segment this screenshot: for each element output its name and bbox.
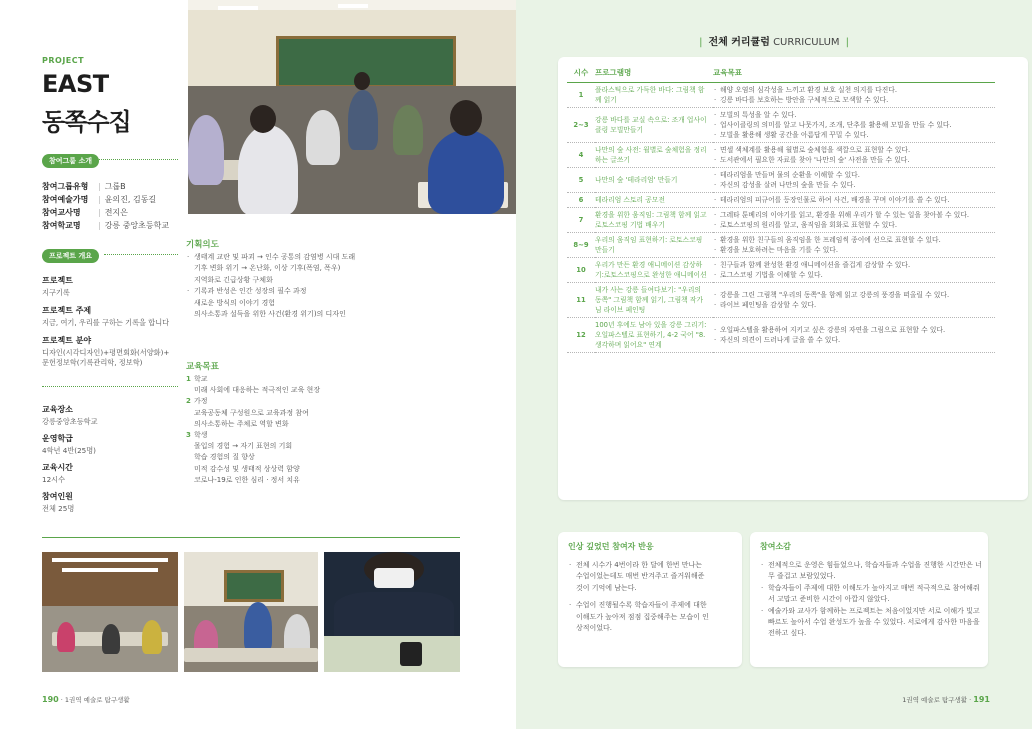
goal-item: · 테라리엄의 피규어를 등장인물로 하여 사건, 배경을 꾸며 이야기를 쓸 수 있다. bbox=[713, 195, 995, 205]
classroom-photo-3 bbox=[324, 552, 460, 672]
group-type-key: 참여그룹유형 bbox=[42, 182, 89, 191]
project-title-ko: 동쪽수집 bbox=[42, 108, 131, 136]
curriculum-row bbox=[567, 167, 995, 192]
group-type-value: 그룹B bbox=[104, 182, 126, 191]
goals-heading: 교육목표 bbox=[186, 362, 219, 372]
text-line: · 전체적으로 운영은 힘들었으나, 학습자들과 수업을 진행한 시간만은 너 bbox=[760, 560, 982, 571]
footer-left: 190 · 1권역 예술로 탐구생활 bbox=[42, 695, 130, 704]
goal-line: 교육공동체 구성원으로 교육과정 참여 bbox=[194, 408, 309, 417]
session-number: 2~3 bbox=[567, 107, 595, 142]
text-line: 것이 기억에 남는다. bbox=[576, 583, 637, 592]
curriculum-table bbox=[567, 64, 995, 353]
goal-list bbox=[713, 167, 995, 192]
planning-line: · 기록과 반성은 인간 성장의 필수 과정 bbox=[186, 286, 386, 297]
divider bbox=[42, 537, 460, 538]
text-line: 서 고맙고 준비한 시간이 아깝지 않았다. bbox=[768, 595, 890, 604]
goal-title: 학생 bbox=[194, 431, 208, 440]
goal-item: · 로토스코핑의 원리를 알고, 움직임을 회화로 표현할 수 있다. bbox=[713, 220, 995, 230]
grade-key: 운영학급 bbox=[42, 434, 73, 443]
program-name: 환경을 위한 움직임: 그림책 함께 읽고 로토스코핑 기법 배우기 bbox=[595, 207, 713, 232]
goal-item: · 해양 오염의 심각성을 느끼고 환경 보호 실천 의지를 다진다. bbox=[713, 85, 995, 95]
theme-key: 프로젝트 주제 bbox=[42, 306, 92, 315]
goal-line: 미적 감수성 및 생태적 상상력 함양 bbox=[194, 464, 300, 473]
goal-item: · 깅릉 바다를 보호하는 방안을 구체적으로 모색할 수 있다. bbox=[713, 95, 995, 105]
goal-list bbox=[713, 107, 995, 142]
right-page bbox=[516, 0, 1032, 729]
curriculum-row bbox=[567, 82, 995, 107]
program-name: 테라리엄 스토리 공모전 bbox=[595, 192, 713, 207]
review-title: 참여소감 bbox=[760, 542, 791, 551]
goal-list bbox=[713, 282, 995, 317]
footer-right: 1권역 예술로 탐구생활 · 191 bbox=[902, 695, 990, 704]
planning-line: 지역화로 긴급상황 구체화 bbox=[194, 275, 273, 284]
goal-list bbox=[713, 192, 995, 207]
header-session: 시수 bbox=[567, 64, 595, 82]
goal-number: 2 bbox=[186, 397, 191, 406]
people-field bbox=[42, 492, 178, 514]
program-name: 우리의 움직임 표현하기: 로토스코핑 만들기 bbox=[595, 232, 713, 257]
curriculum-row bbox=[567, 192, 995, 207]
program-name: 나만의 숲 '테라리엄' 만들기 bbox=[595, 167, 713, 192]
planning-line: 새로운 방식의 이야기 경험 bbox=[194, 298, 276, 307]
curriculum-title: | 전체 커리큘럼 CURRICULUM | bbox=[699, 37, 849, 48]
session-number: 1 bbox=[567, 82, 595, 107]
review-box bbox=[750, 532, 988, 667]
grade-value: 4학년 4반(25명) bbox=[42, 445, 96, 455]
people-value: 전체 25명 bbox=[42, 503, 75, 513]
hours-field bbox=[42, 463, 178, 485]
goal-line: 학습 경험의 질 향상 bbox=[194, 453, 255, 462]
impressive-title: 인상 깊었던 참여자 반응 bbox=[568, 542, 654, 551]
goal-item: · 친구들과 함께 완성한 환경 애니메이션을 즐겁게 감상할 수 있다. bbox=[713, 260, 995, 270]
place-field bbox=[42, 405, 178, 427]
footer-text: 1권역 예술로 탐구생활 bbox=[902, 696, 968, 704]
footer-text: 1권역 예술로 탐구생활 bbox=[64, 696, 130, 704]
goal-item: · 테라리엄을 만들며 물의 순환을 이해할 수 있다. bbox=[713, 170, 995, 180]
program-name: 내가 사는 강릉 들여다보기: "우리의 동쪽" 그림책 함께 읽기, 그림책 작가님 라이브 페인팅 bbox=[595, 282, 713, 317]
teacher-key: 참여교사명 bbox=[42, 208, 81, 217]
program-name: 강릉 바다를 교실 속으로: 조개 업사이클링 모빌만들기 bbox=[595, 107, 713, 142]
school-value: 강릉 중앙초등학교 bbox=[104, 221, 170, 230]
project-field bbox=[42, 276, 178, 298]
goal-item: · 로그스코핑 기법을 이해할 수 있다. bbox=[713, 270, 995, 280]
text-line: · 전체 시수가 4번이라 한 달에 한번 만나는 bbox=[568, 560, 736, 571]
program-name: 나만의 숲 사전: 월별로 숲체험을 정리하는 글쓰기 bbox=[595, 142, 713, 167]
session-number: 10 bbox=[567, 257, 595, 282]
curriculum-card bbox=[558, 57, 1028, 500]
goal-list bbox=[713, 82, 995, 107]
goal-title: 학교 bbox=[194, 375, 208, 383]
goal-number: 1 bbox=[186, 375, 191, 383]
curriculum-row bbox=[567, 282, 995, 317]
goal-item: · 모빌을 활용해 생활 공간을 아름답게 꾸밀 수 있다. bbox=[713, 130, 995, 140]
divider bbox=[104, 254, 178, 255]
text-line: 수업이었는데도 매번 반겨주고 즐거워해준 bbox=[576, 572, 705, 581]
session-number: 7 bbox=[567, 207, 595, 232]
classroom-photo-2 bbox=[184, 552, 318, 672]
goal-list bbox=[713, 317, 995, 352]
goal-item: · 자신의 감성을 살려 나만의 숲을 만들 수 있다. bbox=[713, 180, 995, 190]
planning-line: 의사소통과 설득을 위한 사건(환경 위기)의 디자인 bbox=[194, 310, 346, 319]
session-number: 5 bbox=[567, 167, 595, 192]
planning-list bbox=[186, 252, 386, 320]
theme-value: 지금, 여기, 우리를 구하는 기록을 합니다 bbox=[42, 317, 170, 327]
curriculum-row bbox=[567, 257, 995, 282]
project-key: 프로젝트 bbox=[42, 276, 73, 285]
goal-line: 몰입의 경험 → 자기 표현의 기회 bbox=[194, 442, 293, 451]
page-number: 190 bbox=[42, 695, 59, 704]
header-program: 프로그램명 bbox=[595, 64, 713, 82]
goal-item: · 라이브 페인팅을 감상할 수 있다. bbox=[713, 300, 995, 310]
text-line: 빠르도 높아서 수업 완성도가 높을 수 있었다. 서로에게 감사한 마음을 bbox=[768, 618, 980, 627]
planning-line: 기후 변화 위기 → 온난화, 이상 기후(폭염, 폭우) bbox=[194, 264, 341, 273]
planning-line: · 생태계 교란 및 파괴 → 인수 공통의 감염병 시대 도래 bbox=[186, 252, 386, 263]
curriculum-row bbox=[567, 142, 995, 167]
session-number: 4 bbox=[567, 142, 595, 167]
people-key: 참여인원 bbox=[42, 492, 73, 501]
curriculum-row bbox=[567, 107, 995, 142]
goals-list bbox=[186, 374, 366, 486]
review-body bbox=[760, 560, 982, 640]
text-line: · 학습자들이 주제에 대한 이해도가 높아지고 매번 적극적으로 참여해줘 bbox=[760, 583, 982, 594]
session-number: 6 bbox=[567, 192, 595, 207]
grade-field bbox=[42, 434, 178, 456]
place-key: 교육장소 bbox=[42, 405, 73, 414]
text-line: 전하고 싶다. bbox=[768, 629, 807, 638]
table-header-row bbox=[567, 64, 995, 82]
divider bbox=[96, 159, 178, 160]
domain-field bbox=[42, 336, 178, 369]
planning-heading: 기획의도 bbox=[186, 240, 219, 250]
teacher-value: 전지은 bbox=[104, 208, 128, 217]
session-number: 8~9 bbox=[567, 232, 595, 257]
program-name: 100년 후에도 남아 있을 강릉 그리기: 오일파스텔로 표현하기, 4-2 국어 "8. 생각하며 읽어요" 연계 bbox=[595, 317, 713, 352]
goal-line: 코로나-19로 인한 심리 · 정서 치유 bbox=[194, 475, 300, 484]
goal-item: · 업사이클링의 의미를 알고 나뭇가지, 조개, 단추를 활용해 모빌을 만들 수 있다. bbox=[713, 120, 995, 130]
group-info: 참여그룹유형 | 그룹B 참여예술가명 | 윤의진, 김동길 참여교사명 | 전지은 참여학교명 | 강릉 중앙초등학교 bbox=[42, 182, 170, 230]
goal-item: · 자신의 의견이 드러나게 글을 쓸 수 있다. bbox=[713, 335, 995, 345]
impressive-body bbox=[568, 560, 736, 634]
page-number: 191 bbox=[973, 695, 990, 704]
goal-item: · 모빌의 특성을 알 수 있다. bbox=[713, 110, 995, 120]
goal-list bbox=[713, 207, 995, 232]
project-label: PROJECT bbox=[42, 56, 85, 65]
domain-value-1: 디자인(시각디자인)+평면회화(서양화)+ bbox=[42, 347, 170, 357]
text-line: 무 즐겁고 보람있었다. bbox=[768, 572, 836, 581]
artist-value: 윤의진, 김동길 bbox=[104, 195, 157, 204]
project-value: 지구기록 bbox=[42, 287, 70, 297]
session-number: 11 bbox=[567, 282, 595, 317]
goal-item: · 도서관에서 필요한 자료를 찾아 '나만의 숲' 사전을 만들 수 있다. bbox=[713, 155, 995, 165]
divider bbox=[42, 386, 178, 387]
goal-item: · 환경을 보호하려는 마음을 기를 수 있다. bbox=[713, 245, 995, 255]
curriculum-row bbox=[567, 232, 995, 257]
text-line: · 수업이 진행될수록 학습자들이 주제에 대한 bbox=[568, 600, 736, 611]
domain-value-2: 문헌정보학(기록관리학, 정보학) bbox=[42, 358, 143, 367]
goal-line: 의사소통하는 주체로 역할 변화 bbox=[194, 419, 289, 428]
curriculum-row bbox=[567, 207, 995, 232]
curriculum-row bbox=[567, 317, 995, 352]
impressive-reactions-box bbox=[558, 532, 742, 667]
goal-line: 미래 사회에 대응하는 적극적인 교육 현장 bbox=[194, 386, 321, 395]
goal-list bbox=[713, 142, 995, 167]
domain-key: 프로젝트 분야 bbox=[42, 336, 92, 345]
group-intro-label: 참여그룹 소개 bbox=[42, 154, 99, 168]
goal-item: · 면셀 색체계를 활용해 월별로 숲체험을 색깔으로 표현할 수 있다. bbox=[713, 145, 995, 155]
classroom-photo-1 bbox=[42, 552, 178, 672]
curriculum-title-en: CURRICULUM bbox=[773, 37, 840, 48]
school-key: 참여학교명 bbox=[42, 221, 81, 230]
goal-item: · 그레타 툰베리의 이야기를 읽고, 환경을 위해 우리가 할 수 있는 일을 찾아볼 수 있다. bbox=[713, 210, 995, 220]
artist-key: 참여예술가명 bbox=[42, 195, 89, 204]
project-title-en: EAST bbox=[42, 70, 109, 98]
text-line: · 예술가와 교사가 함께하는 프로젝트는 처음이었지만 서로 이해가 빛고 bbox=[760, 606, 982, 617]
goal-list bbox=[713, 232, 995, 257]
goal-item: · 환경을 위한 친구들의 움직임을 한 프레임씩 종이에 선으로 표현할 수 있다. bbox=[713, 235, 995, 245]
program-name: 우리가 만든 환경 애니메이션 감상하기:로토스코핑으로 완성한 애니메이션 bbox=[595, 257, 713, 282]
goal-title: 가정 bbox=[194, 397, 208, 406]
hours-value: 12시수 bbox=[42, 474, 66, 484]
hours-key: 교육시간 bbox=[42, 463, 73, 472]
program-name: 플라스틱으로 가득한 바다: 그림책 함께 읽기 bbox=[595, 82, 713, 107]
curriculum-title-ko: 전체 커리큘럼 bbox=[708, 37, 770, 48]
session-number: 12 bbox=[567, 317, 595, 352]
text-line: 이해도가 높아져 점점 집중해주는 모습이 인 bbox=[576, 612, 709, 621]
goal-item: · 오일파스텔을 활용하여 지키고 싶은 강릉의 자연을 그림으로 표현할 수 있다. bbox=[713, 325, 995, 335]
header-goal: 교육목표 bbox=[713, 64, 995, 82]
theme-field bbox=[42, 306, 178, 328]
goal-item: · 강릉을 그린 그림책 "우리의 동쪽"을 함께 읽고 강릉의 풍경을 떠올릴 수 있다. bbox=[713, 290, 995, 300]
project-overview-label: 프로젝트 개요 bbox=[42, 249, 99, 263]
goal-list bbox=[713, 257, 995, 282]
classroom-photo-main bbox=[188, 0, 516, 214]
place-value: 강릉중앙초등학교 bbox=[42, 416, 98, 426]
goal-number: 3 bbox=[186, 431, 191, 440]
text-line: 상적이었다. bbox=[576, 624, 613, 633]
